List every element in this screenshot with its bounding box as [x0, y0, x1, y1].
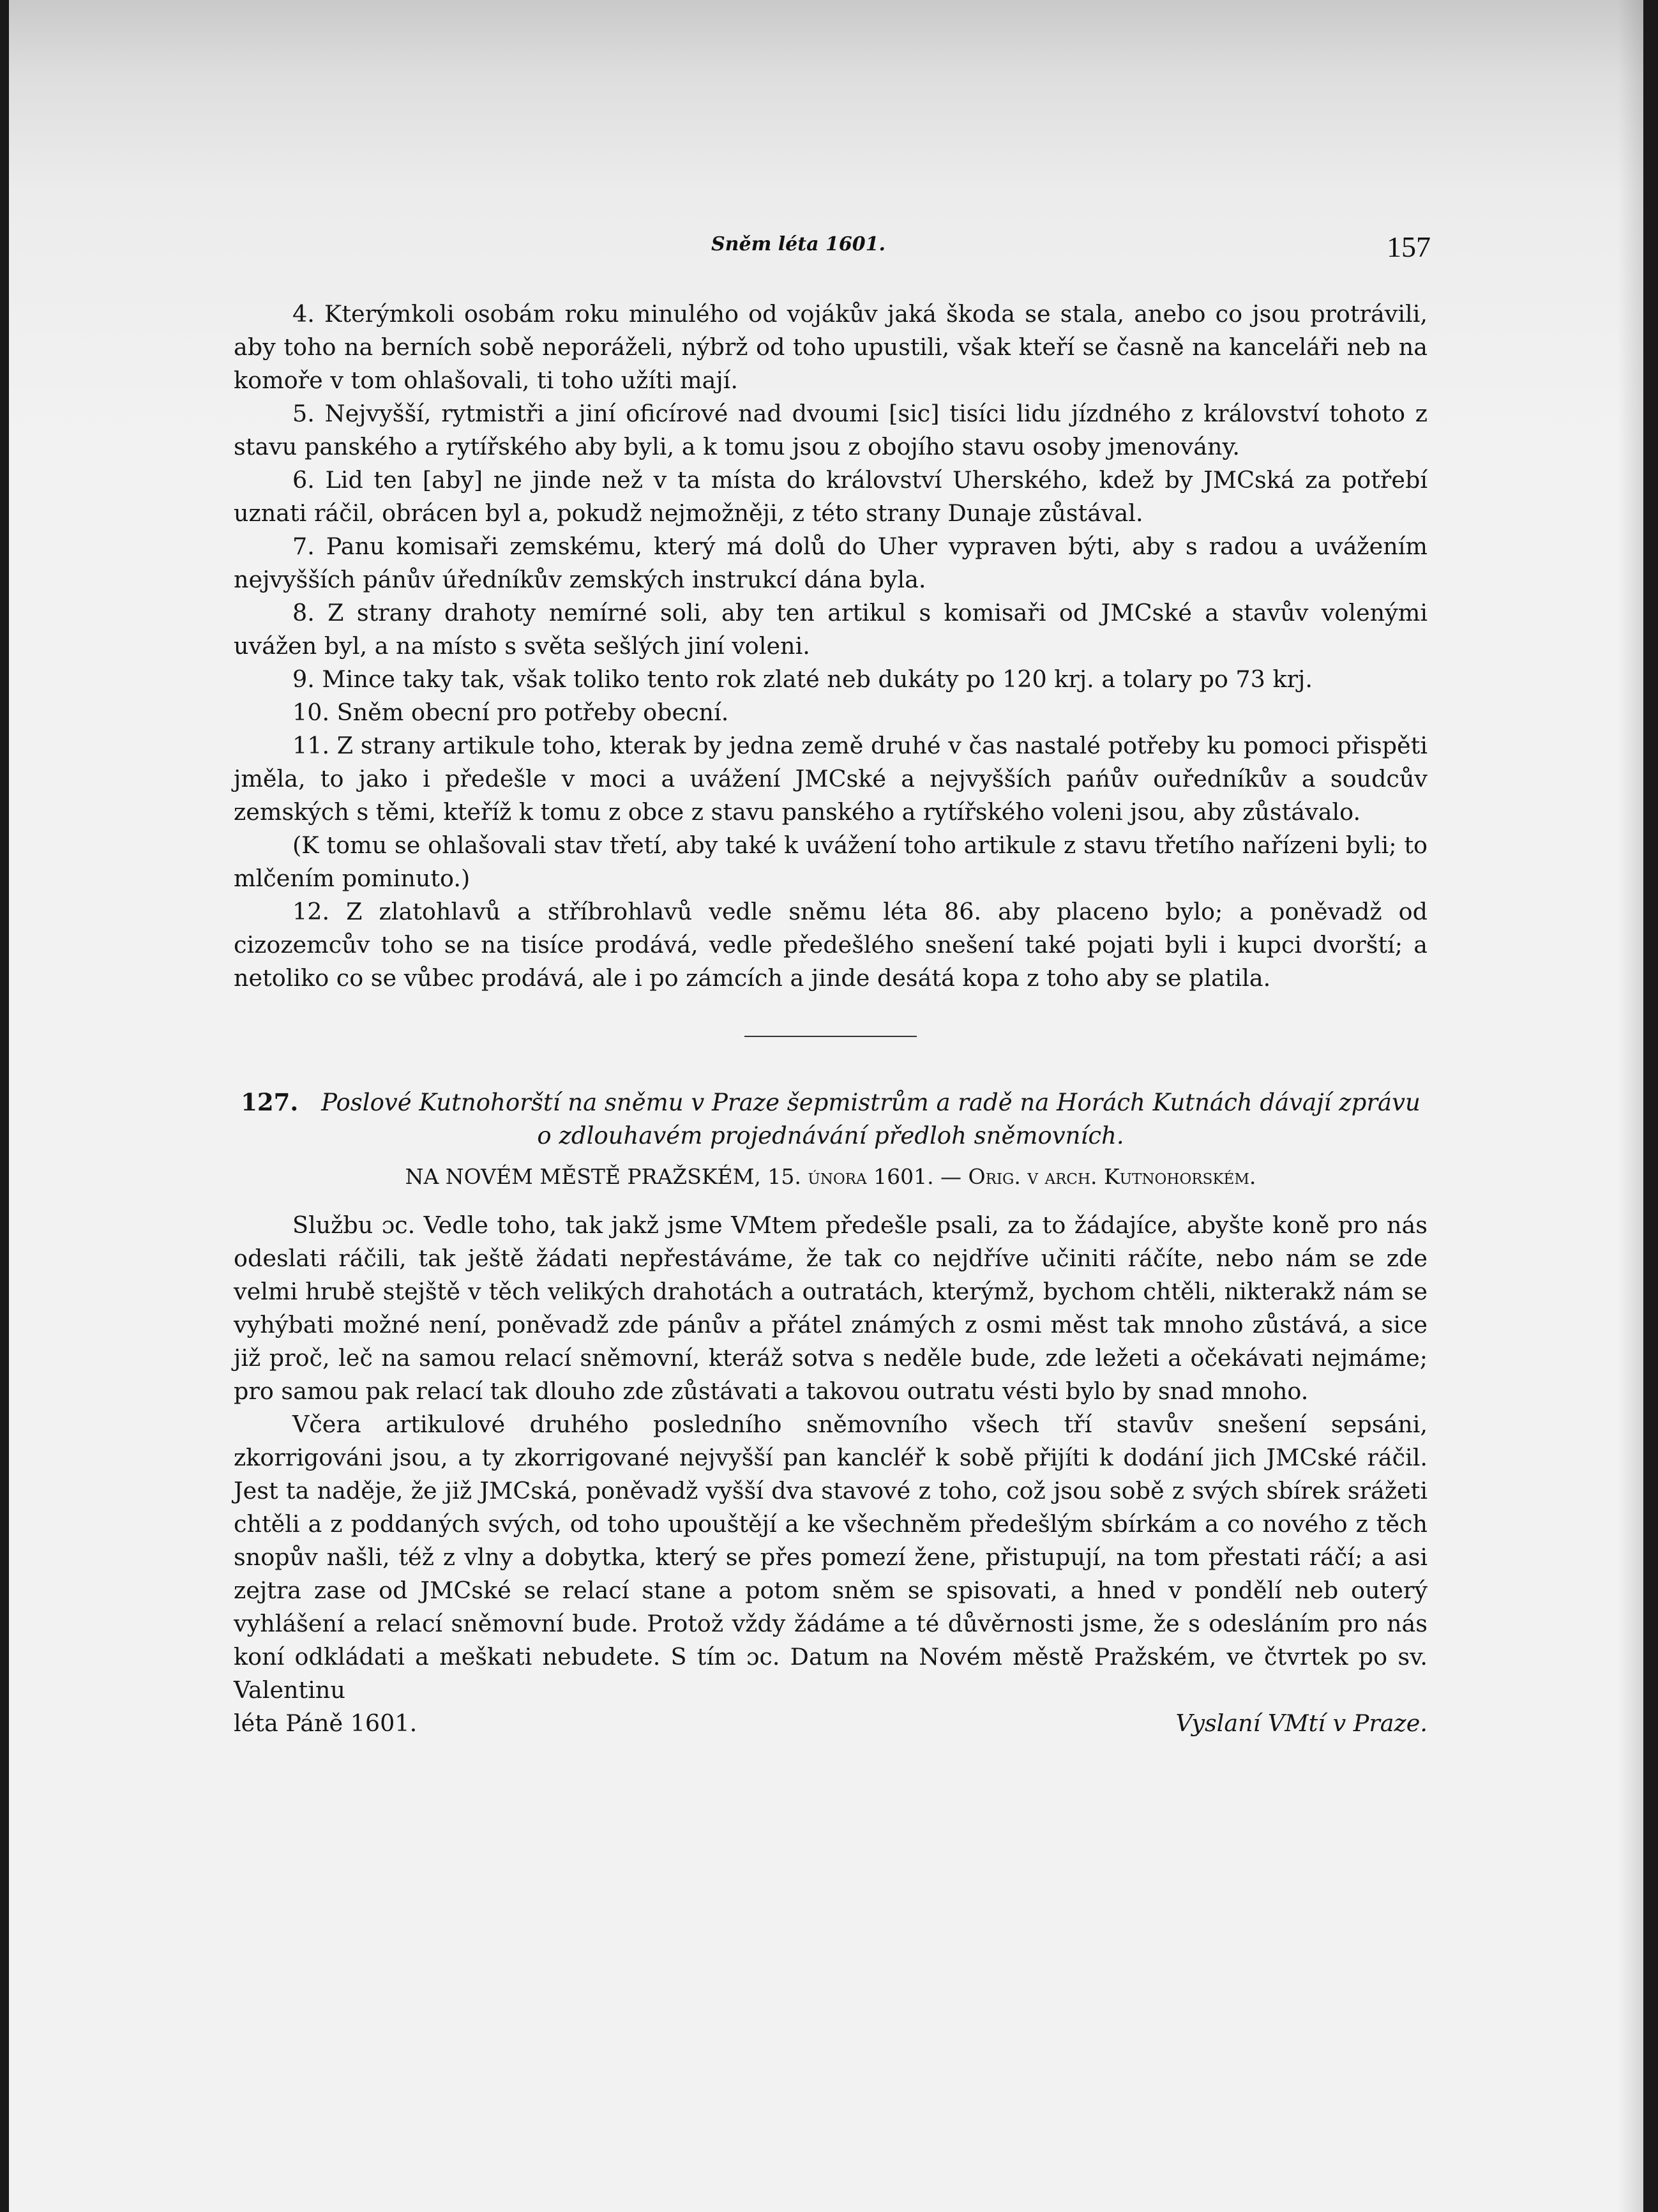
body-text: [234, 298, 1428, 1740]
page-number: 157: [1387, 231, 1431, 263]
article-paragraph: 7. Panu komisaři zemskému, který má dolů do Uher vypraven býti, aby s radou a uvážením nejvyšších pánův úředníkův zemských instrukcí dána byla.: [234, 533, 1428, 593]
section-divider: [744, 1036, 917, 1037]
article-paragraph: 9. Mince taky tak, však toliko tento rok zlaté neb dukáty po 120 krj. a tolary po 73 krj.: [292, 665, 1313, 693]
article-paragraph: 5. Nejvyšší, rytmistři a jiní oficírové nad dvoumi [sic] tisíci lidu jízdného z království tohoto z stavu panského a rytířského aby byli, a k tomu jsou z obojího stavu osoby jmenovány.: [234, 400, 1428, 460]
page: [9, 0, 1643, 2212]
article-paragraph: 8. Z strany drahoty nemírné soli, aby ten artikul s komisaři od JMCské a stavův volenými uvážen byl, a na místo s světa sešlých jiní voleni.: [234, 599, 1428, 660]
article-paragraph: 11. Z strany artikule toho, kterak by jedna země druhé v čas nastalé potřeby ku pomoci přispěti jměla, to jako i předešle v moci a uvážení JMCské a nejvyšších pańův ouředníkův a soudcův zemských s těmi, kteříž k tomu z obce z stavu panského a rytířského voleni jsou, aby zůstávalo.: [234, 732, 1428, 826]
article-paragraph: 12. Z zlatohlavů a stříbrohlavů vedle sněmu léta 86. aby placeno bylo; a poněvadž od cizozemcův toho se na tisíce prodává, vedle předešlého snešení také pojati byli i kupci dvorští; a netoliko co se vůbec prodává, ale i po zámcích a jinde desátá kopa z toho aby se platila.: [234, 898, 1428, 992]
article-paragraph: 6. Lid ten [aby] ne jinde než v ta místa do království Uherského, kdež by JMCská za potřebí uznati ráčil, obrácen byl a, pokudž nejmožněji, z této strany Dunaje zůstával.: [234, 466, 1428, 527]
letter-paragraph: Službu ɔc. Vedle toho, tak jakž jsme VMtem předešle psali, za to žádajíce, abyšte koně pro nás odeslati ráčili, tak ještě žádati nepřestáváme, že tak co nejdříve učiniti ráčíte, nebo nám se zde velmi hrubě stejště v těch velikých drahotách a outratách, kterýmž, bychom chtěli, nikterakž nám se vyhýbati možné není, poněvadž zde pánův a přátel známých z osmi měst tak mnoho zůstává, a sice již proč, leč na samou relací sněmovní, kteráž sotva s neděle bude, zde ležeti a očekávati nejmáme; pro samou pak relací tak dlouho zde zůstávati a takovou outratu vésti bylo by snad mnoho.: [234, 1211, 1428, 1405]
document-heading: [234, 1086, 1428, 1153]
signature: Vyslaní VMtí v Praze.: [1175, 1709, 1428, 1737]
letter-paragraph: Včera artikulové druhého posledního sněmovního všech tří stavův snešení sepsáni, zkorrigováni jsou, a ty zkorrigované nejvyšší pan kancléř k sobě přijíti k dodání jich JMCské ráčil. Jest ta naděje, že již JMCská, poněvadž vyšší dva stavové z toho, což jsou sobě z svých sbírek srážeti chtěli a z poddaných svých, od toho upouštějí a ke všechněm předešlým sbírkám a co nového z těch snopův našli, též z vlny a dobytka, který se přes pomezí žene, přistupují, na tom přestati ráčí; a asi zejtra zase od JMCské se relací stane a potom sněm se spisovati, a hned v pondělí neb outerý vyhlášení a relací sněmovní bude. Protož vždy žádáme a té důvěrnosti jsme, že s odesláním pro nás koní odkládati a meškati nebudete. S tím ɔc. Datum na Novém městě Pražském, ve čtvrtek po sv. Valentinu: [234, 1411, 1428, 1704]
article-paragraph: 4. Kterýmkoli osobám roku minulého od vojákův jaká škoda se stala, anebo co jsou protrávili, aby toho na berních sobě neporáželi, nýbrž od toho upustili, však kteří se časně na kanceláři neb na komoře v tom ohlašovali, ti toho užíti mají.: [234, 300, 1428, 394]
closing-date: léta Páně 1601.: [234, 1709, 418, 1737]
article-paragraph: 10. Sněm obecní pro potřeby obecní.: [292, 699, 729, 726]
document-meta: NA NOVÉM MĚSTĚ PRAŽSKÉM, 15. února 1601. — Orig. v arch. Kutnohorském.: [405, 1164, 1256, 1189]
running-title: Sněm léta 1601.: [711, 233, 886, 255]
document-title: Poslové Kutnohorští na sněmu v Praze šepmistrům a radě na Horách Kutnách dávají zprávu o zdlouhavém projednávání předloh sněmovních.: [321, 1089, 1421, 1149]
letter-closing: [234, 1707, 1428, 1740]
article-paragraph: (K tomu se ohlašovali stav třetí, aby také k uvážení toho artikule z stavu třetího nařízeni byli; to mlčením pominuto.): [234, 831, 1428, 892]
document-number: 127.: [241, 1088, 299, 1116]
